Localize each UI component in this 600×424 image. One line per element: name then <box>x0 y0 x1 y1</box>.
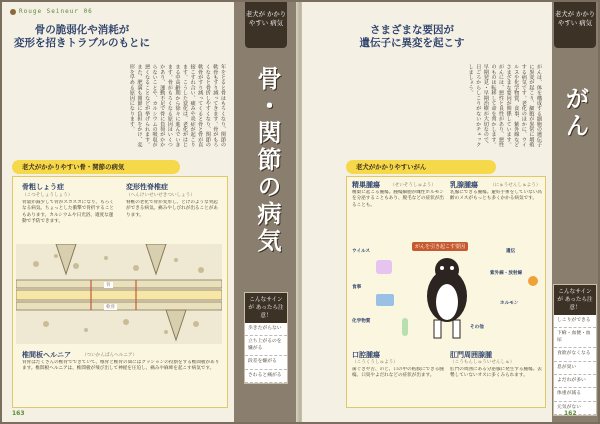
disease-text-osteoporosis: 骨量が減少して骨がスカスカになり、もろくなる病気。ちょっとした衝撃で骨折することもあります。カルシウムや日光浴、適度な運動で予防できます。 <box>22 200 114 225</box>
sign-item: 息が臭い <box>554 362 596 375</box>
right-title-line1: さまざまな要因が <box>370 24 454 36</box>
right-page-title <box>342 24 482 50</box>
series-label: Rouge Seineur 06 <box>19 8 93 15</box>
disease-reading-spondylosis: （へんけいせいせきついしょう） <box>126 193 195 198</box>
right-title-line2: 遺伝子に異変を起こす <box>359 37 465 49</box>
left-sidebar-tag: 老犬が かかりやすい 病気 <box>245 2 287 48</box>
factor-other: その他 <box>470 325 484 330</box>
spine-bone-drawing <box>16 244 222 344</box>
running-header-left <box>10 8 93 15</box>
right-sign-box <box>553 284 597 416</box>
factor-virus: ウイルス <box>352 249 371 254</box>
right-sidebar-tag: 老犬が かかりやすい 病気 <box>554 2 596 48</box>
test-tube-icon <box>402 318 408 336</box>
bone-illustration <box>16 244 222 344</box>
disease-text-perianal: 肛門の周囲にある分泌腺に発生する腫瘍。去勢していないオスに多くみられます。 <box>450 367 542 379</box>
disease-title-oral: 口腔腫瘍 <box>352 351 380 359</box>
disease-text-testicular: 精巣に起こる腫瘍。腫瘍細胞が雌性ホルモンを分泌することもあり、脱毛などの症状が出ることも。 <box>352 190 444 208</box>
factor-center-label: がんを引き起こす要因 <box>412 242 468 251</box>
food-bowl-icon <box>376 294 394 306</box>
sign-item: 元気がない <box>554 402 596 415</box>
disease-text-mammary: 乳腺にできる腫瘍。避妊手術をしていない高齢のメスがもっとも多くかかる病気です。 <box>450 190 542 202</box>
cancer-factor-diagram <box>350 240 544 346</box>
right-section-title: 老犬がかかりやすいがん <box>346 160 496 174</box>
sign-item: よだれが多い <box>554 375 596 388</box>
disease-title-spondylosis: 変形性脊椎症 <box>126 183 168 191</box>
sign-item: 立ち上がるのを嫌がる <box>245 336 287 356</box>
left-title-line2: 変形を招きトラブルのもとに <box>13 37 151 49</box>
right-sign-title: こんなサインが あったら注意！ <box>554 285 596 315</box>
factor-chemicals: 化学物質 <box>352 319 371 324</box>
disease-text-disc-herniation: 背骨はたくさんの椎骨でできていて、椎骨と椎骨の間にはクッションの役割をする椎間板があります。椎間板ヘルニアは、椎間板が飛び出して神経を圧迫し、痛みや麻痺を起こす病気です。 <box>22 360 220 372</box>
factor-diet: 食事 <box>352 285 362 290</box>
sun-icon <box>528 276 538 286</box>
label-cartilage: 軟骨 <box>106 305 116 310</box>
left-sign-box <box>244 292 288 384</box>
sign-item: しこりができる <box>554 315 596 328</box>
right-body-text: がんは、体を構成する細胞の遺伝子に異変が起こり、細胞が異常に増殖する病気です。老化のほかに、ウイルスや化学物質、食事、紫外線などさまざまな要因が関係しています。がんには、悪性と良性があり、悪性のものは転移して命を脅かします。早期発見・早期治療が大切なので、日ごろからしこりがないかチェックしましょう。 <box>467 64 542 148</box>
disease-title-osteoporosis: 骨粗しょう症 <box>22 183 64 191</box>
left-section-title: 老犬がかかりやすい骨・関節の病気 <box>12 160 180 174</box>
disease-reading-mammary: （にゅうせんしゅよう） <box>490 183 541 188</box>
dog-illustration <box>350 240 544 346</box>
sign-item: 下痢・血便・血尿 <box>554 328 596 348</box>
sign-item: 食欲がなくなる <box>554 348 596 361</box>
factor-hormone: ホルモン <box>500 301 519 306</box>
disease-reading-oral: （こうくうしゅよう） <box>352 360 398 365</box>
left-vertical-title: 骨・関節の病気 <box>253 66 281 255</box>
book-spread <box>2 2 598 422</box>
page-number-left: 163 <box>12 410 25 417</box>
left-page-title <box>12 24 152 50</box>
sign-item: 段差を嫌がる <box>245 356 287 369</box>
disease-reading-disc-herniation: （ついかんばんヘルニア） <box>82 353 138 358</box>
left-page <box>2 2 298 422</box>
disease-reading-perianal: （こうもんしゅういせんしゅ） <box>450 360 515 365</box>
paw-icon <box>10 9 16 15</box>
page-number-right: 162 <box>564 410 577 417</box>
sign-item: さわると痛がる <box>245 370 287 383</box>
disease-reading-osteoporosis: （こつそしょうしょう） <box>22 193 73 198</box>
disease-text-oral: 歯ぐきや舌、のど、口の中の粘膜にできる腫瘍。口臭やよだれなどの症状が出ます。 <box>352 367 444 379</box>
sign-item: 歩きたがらない <box>245 323 287 336</box>
left-body-text: 年をとると骨はもろくなり、関節の軟骨もすり減ってきます。骨がもろくなると骨折しやすくなり、関節の軟骨がすり減ってくると骨と骨が直接こすれ合い、痛みや炎症が起こります。こうした変化は、老化がはじまる中高齢期から徐々に進んでいきます。骨がもろくなる原因はいくつかあり、運動不足で骨に負荷がかからないことや、カルシウムの吸収が悪くなることなどが挙げられます。また、肥満も関節に負担をかけ、変形を早める原因になります。 <box>128 64 226 148</box>
factor-uv-radiation: 紫外線・放射線 <box>490 271 523 276</box>
disease-title-testicular: 精巣腫瘍 <box>352 181 380 189</box>
disease-title-perianal: 肛門周囲腺腫 <box>450 351 492 359</box>
right-vertical-title: がん <box>561 86 589 140</box>
left-title-line1: 骨の脆弱化や消耗が <box>34 24 130 36</box>
disease-title-mammary: 乳腺腫瘍 <box>450 181 478 189</box>
label-bone: 骨 <box>106 283 111 288</box>
right-page <box>302 2 598 422</box>
factor-genetics: 遺伝 <box>506 249 516 254</box>
sign-item: 体重が減る <box>554 388 596 401</box>
disease-title-disc-herniation: 椎間板ヘルニア <box>22 351 71 359</box>
left-sign-title: こんなサインが あったら注意！ <box>245 293 287 323</box>
virus-icon <box>376 260 392 274</box>
disease-reading-testicular: （せいそうしゅよう） <box>390 183 436 188</box>
disease-text-spondylosis: 脊椎の老化で骨が変形し、とげのような突起ができる病気。痛みやしびれが出ることがあります。 <box>126 200 218 218</box>
